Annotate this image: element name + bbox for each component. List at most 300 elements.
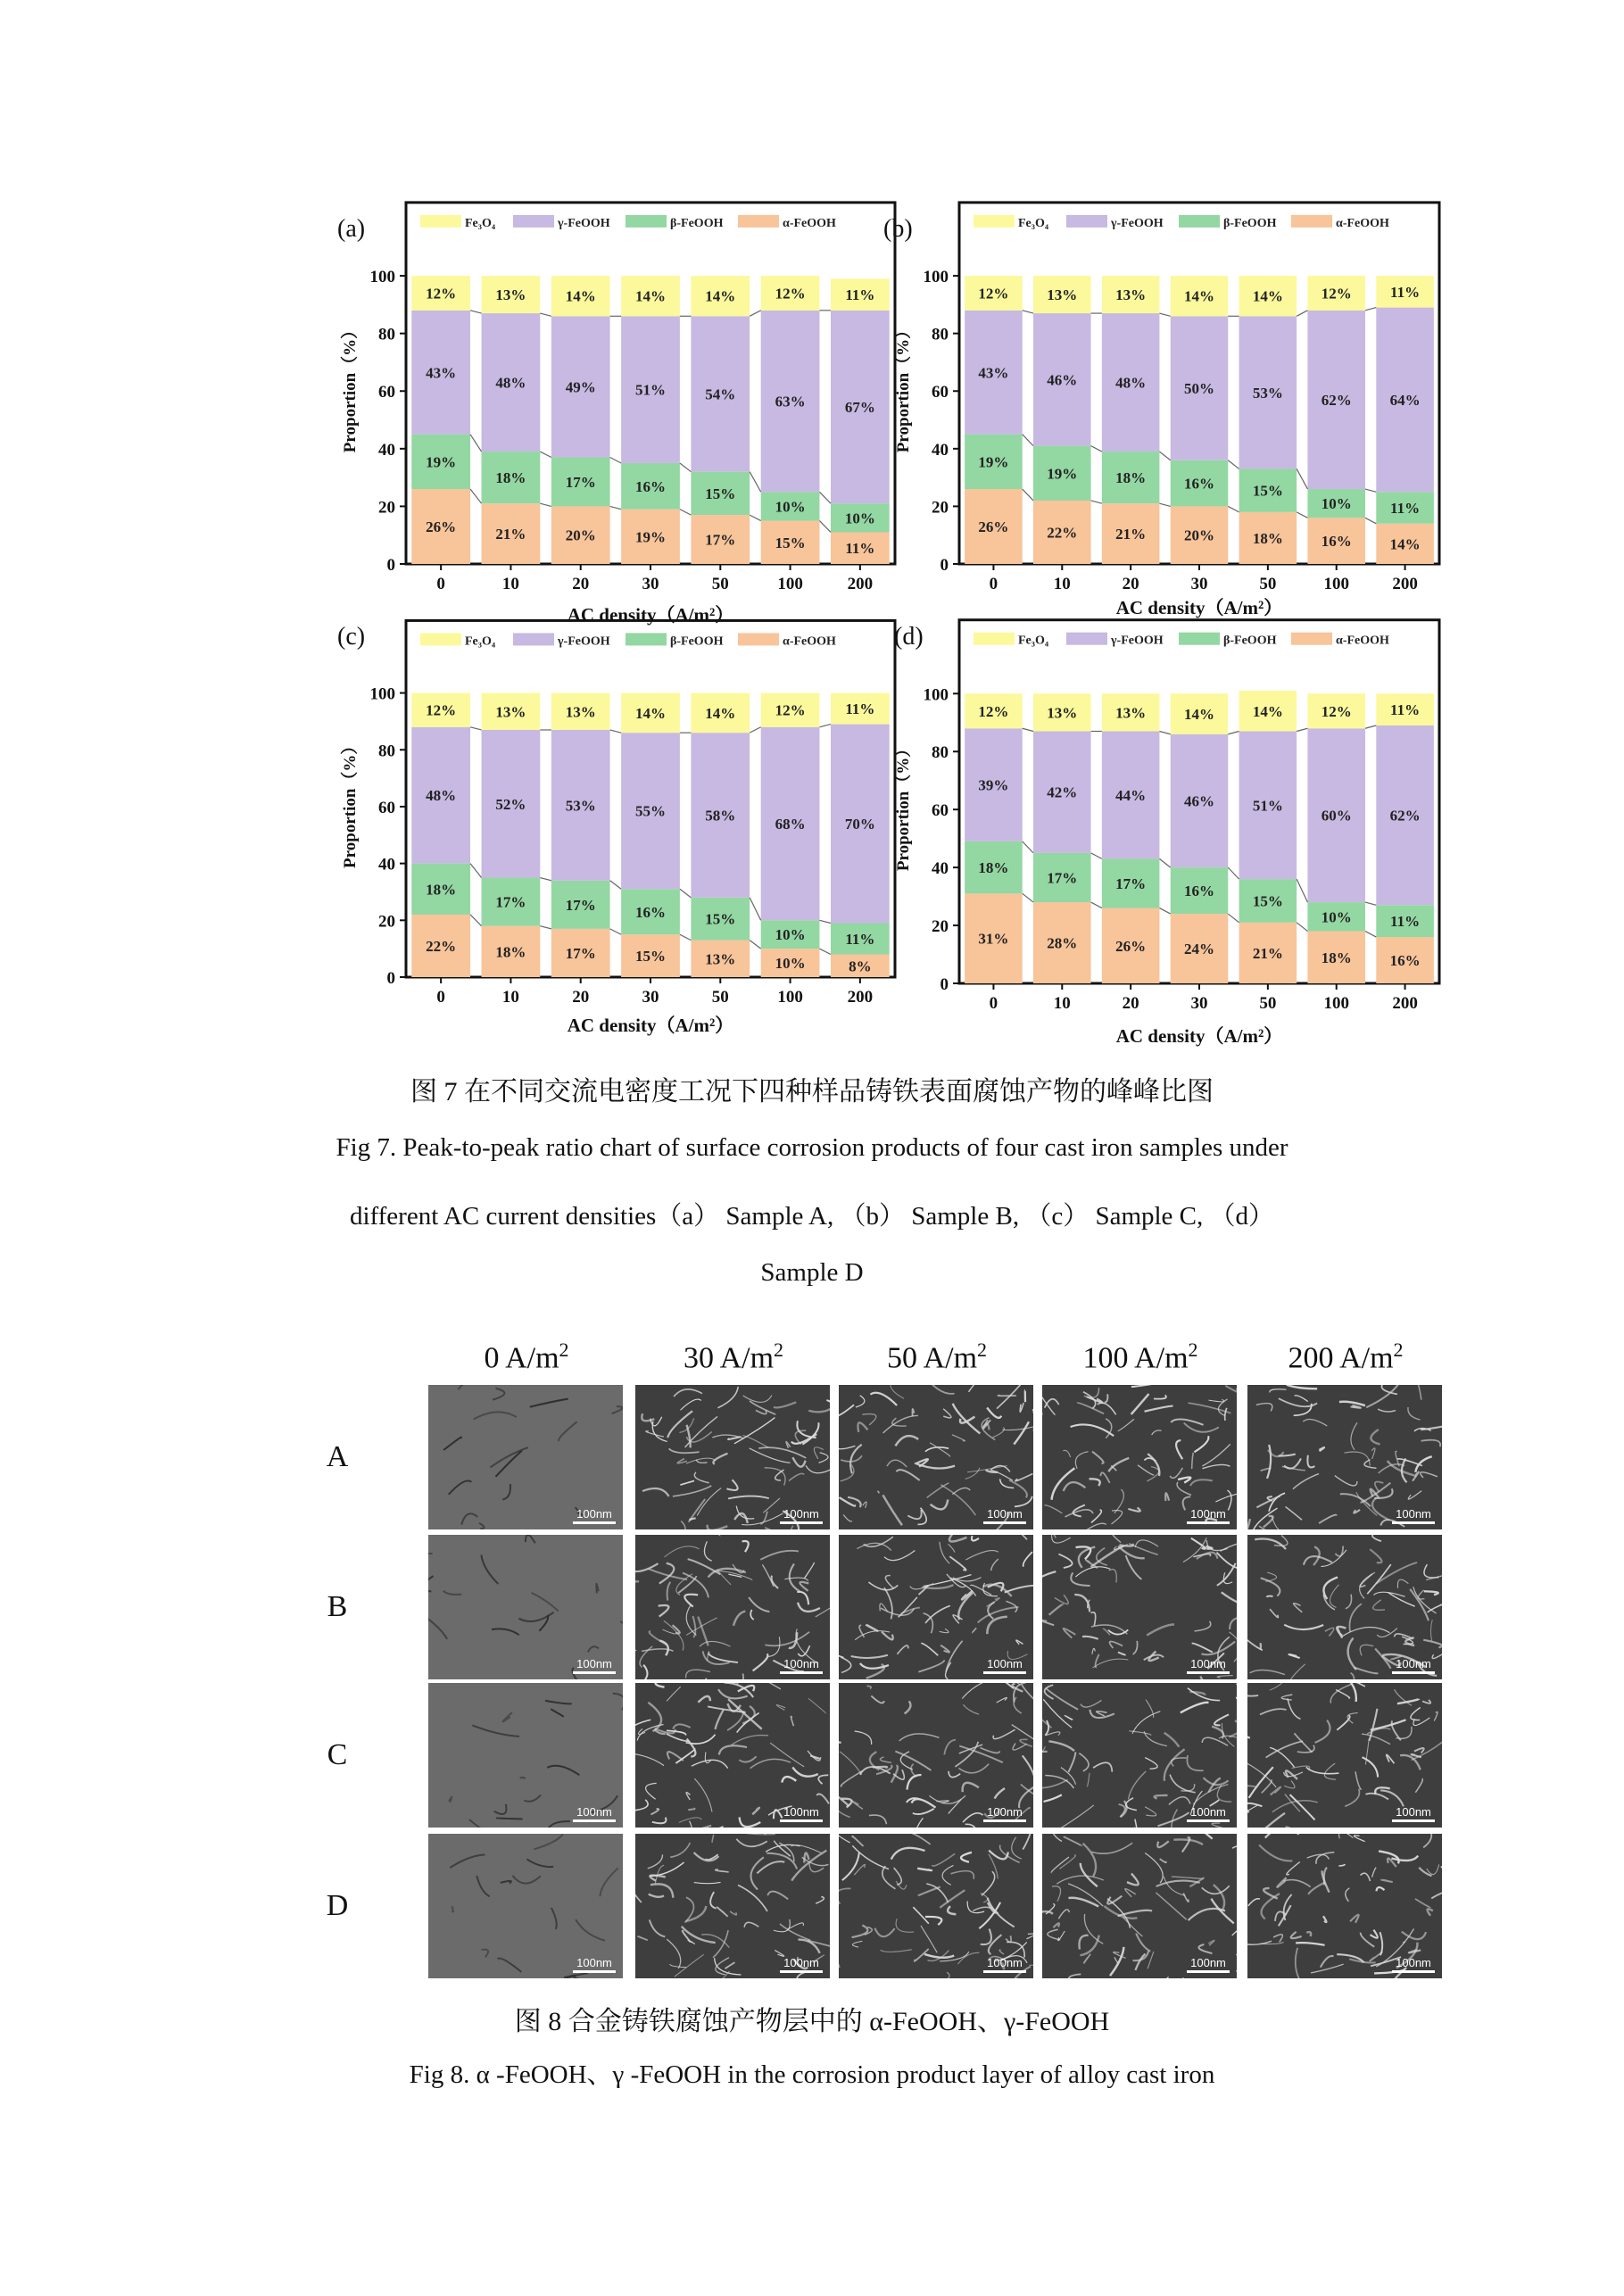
data-label: 63% bbox=[775, 393, 806, 410]
data-label: 10% bbox=[844, 510, 875, 527]
data-label: 20% bbox=[1184, 526, 1214, 544]
scale-bar-line bbox=[1187, 1819, 1230, 1822]
data-label: 15% bbox=[775, 534, 806, 551]
data-label: 15% bbox=[635, 948, 666, 966]
panel-label: (c) bbox=[337, 623, 366, 651]
scale-bar-line bbox=[573, 1521, 616, 1524]
scale-bar bbox=[1392, 1657, 1435, 1674]
data-label: 17% bbox=[565, 896, 596, 914]
scale-bar-label: 100nm bbox=[1396, 1956, 1431, 1969]
data-label: 68% bbox=[775, 816, 806, 833]
data-label: 28% bbox=[1047, 934, 1078, 952]
data-label: 17% bbox=[705, 531, 736, 549]
connector-line bbox=[1297, 728, 1307, 731]
legend-swatch bbox=[974, 215, 1015, 228]
connector-line bbox=[470, 915, 482, 926]
x-tick-label: 20 bbox=[572, 988, 590, 1007]
data-label: 12% bbox=[978, 702, 1009, 720]
scale-bar bbox=[1392, 1507, 1435, 1524]
data-label: 13% bbox=[1115, 704, 1147, 722]
scale-bar bbox=[1187, 1507, 1230, 1524]
data-label: 31% bbox=[978, 930, 1009, 948]
data-label: 53% bbox=[1252, 384, 1283, 402]
legend-label: β-FeOOH bbox=[1223, 634, 1277, 648]
connector-line bbox=[1228, 506, 1239, 511]
connector-line bbox=[1297, 512, 1307, 518]
column-header bbox=[1247, 1339, 1444, 1375]
data-label: 67% bbox=[844, 399, 875, 417]
chart-panel-c bbox=[337, 620, 895, 1036]
y-tick-label: 0 bbox=[386, 969, 395, 988]
legend-label: α-FeOOH bbox=[1336, 634, 1389, 648]
x-tick-label: 10 bbox=[1053, 994, 1071, 1013]
scale-bar bbox=[1187, 1956, 1230, 1973]
data-label: 14% bbox=[705, 704, 736, 722]
data-label: 17% bbox=[1047, 869, 1078, 887]
connector-line bbox=[1091, 501, 1102, 503]
sem-image bbox=[428, 1834, 623, 1978]
connector-line bbox=[750, 727, 761, 733]
data-label: 49% bbox=[565, 378, 596, 396]
connector-line bbox=[1023, 489, 1033, 501]
data-label: 14% bbox=[635, 287, 666, 305]
data-label: 18% bbox=[495, 469, 526, 487]
scale-bar-line bbox=[1392, 1970, 1435, 1973]
data-label: 55% bbox=[635, 802, 666, 820]
data-label: 16% bbox=[1389, 952, 1421, 970]
x-tick-label: 50 bbox=[1259, 575, 1277, 593]
scale-bar-label: 100nm bbox=[987, 1507, 1023, 1521]
scale-bar-label: 100nm bbox=[576, 1956, 612, 1969]
connector-line bbox=[819, 492, 831, 503]
data-label: 18% bbox=[1115, 469, 1147, 487]
data-label: 18% bbox=[978, 859, 1009, 877]
legend-label: Fe₃O₄ bbox=[1018, 634, 1049, 648]
data-label: 50% bbox=[1184, 380, 1214, 398]
scale-bar bbox=[1187, 1805, 1230, 1822]
connector-line bbox=[610, 881, 622, 890]
connector-line bbox=[1365, 932, 1376, 937]
data-label: 12% bbox=[1321, 702, 1352, 720]
data-label: 64% bbox=[1389, 391, 1421, 409]
column-header bbox=[1042, 1339, 1239, 1375]
data-label: 14% bbox=[635, 704, 666, 722]
scale-bar-label: 100nm bbox=[987, 1657, 1023, 1670]
data-label: 53% bbox=[565, 797, 596, 815]
y-axis-label: Proportion（%） bbox=[341, 737, 360, 868]
sem-image bbox=[635, 1683, 830, 1828]
scale-bar bbox=[573, 1507, 616, 1524]
y-axis-label: Proportion（%） bbox=[341, 321, 360, 453]
sem-image bbox=[635, 1385, 830, 1529]
column-header bbox=[839, 1339, 1035, 1375]
scale-bar-label: 100nm bbox=[576, 1507, 612, 1521]
x-tick-label: 20 bbox=[1122, 575, 1139, 593]
data-label: 21% bbox=[1252, 944, 1283, 962]
connector-line bbox=[750, 941, 761, 949]
fig8-caption-en: Fig 8. α -FeOOH、γ -FeOOH in the corrosion product layer of alloy cast iron bbox=[409, 2060, 1215, 2089]
legend-label: γ-FeOOH bbox=[558, 634, 610, 649]
data-label: 19% bbox=[635, 528, 666, 546]
chart-panel-b bbox=[883, 203, 1439, 618]
connector-line bbox=[610, 929, 622, 934]
connector-line bbox=[470, 489, 482, 503]
x-tick-label: 30 bbox=[642, 575, 659, 593]
scale-bar-label: 100nm bbox=[576, 1657, 612, 1670]
connector-line bbox=[1297, 311, 1307, 316]
scale-bar-label: 100nm bbox=[1190, 1805, 1226, 1819]
y-tick-label: 40 bbox=[932, 440, 949, 460]
data-label: 43% bbox=[978, 364, 1009, 382]
data-label: 13% bbox=[495, 703, 526, 721]
data-label: 14% bbox=[1184, 706, 1214, 724]
data-label: 14% bbox=[1252, 702, 1283, 720]
data-label: 48% bbox=[426, 787, 457, 805]
column-header-text: 30 A/m bbox=[683, 1341, 775, 1375]
scale-bar bbox=[780, 1507, 823, 1524]
scale-bar-line bbox=[780, 1521, 823, 1524]
x-axis-label: AC density（A/m²） bbox=[1115, 1025, 1283, 1047]
x-tick-label: 20 bbox=[1122, 994, 1139, 1013]
data-label: 11% bbox=[845, 540, 875, 558]
data-label: 13% bbox=[565, 703, 596, 721]
connector-line bbox=[1159, 908, 1170, 914]
data-label: 15% bbox=[1252, 482, 1283, 500]
connector-line bbox=[470, 311, 482, 313]
data-label: 14% bbox=[1184, 287, 1214, 305]
legend-label: β-FeOOH bbox=[1223, 216, 1277, 230]
scale-bar-line bbox=[1187, 1521, 1230, 1524]
data-label: 13% bbox=[1047, 286, 1078, 304]
x-tick-label: 30 bbox=[642, 988, 659, 1007]
x-tick-label: 200 bbox=[1392, 994, 1418, 1013]
connector-line bbox=[470, 435, 482, 452]
x-tick-label: 30 bbox=[1190, 575, 1208, 593]
connector-line bbox=[540, 878, 551, 881]
sem-image bbox=[1247, 1535, 1442, 1679]
data-label: 11% bbox=[1390, 701, 1421, 719]
data-label: 51% bbox=[1252, 797, 1283, 815]
scale-bar bbox=[780, 1657, 823, 1674]
column-header bbox=[635, 1339, 832, 1375]
data-label: 19% bbox=[978, 453, 1009, 471]
connector-line bbox=[750, 515, 761, 520]
fig7-caption-en-line3: Sample D bbox=[760, 1258, 864, 1287]
y-tick-label: 20 bbox=[932, 917, 949, 937]
legend-label: Fe₃O₄ bbox=[465, 634, 496, 649]
scale-bar-label: 100nm bbox=[1396, 1657, 1431, 1670]
y-tick-label: 20 bbox=[378, 498, 395, 518]
data-label: 12% bbox=[1321, 285, 1352, 303]
y-axis-label: Proportion（%） bbox=[894, 321, 913, 453]
scale-bar bbox=[1392, 1805, 1435, 1822]
x-axis-label: AC density（A/m²） bbox=[567, 604, 734, 626]
connector-line bbox=[1228, 731, 1239, 734]
scale-bar-line bbox=[983, 1819, 1026, 1822]
legend-label: Fe₃O₄ bbox=[1018, 216, 1049, 230]
data-label: 17% bbox=[565, 944, 596, 962]
connector-line bbox=[1365, 308, 1376, 311]
data-label: 21% bbox=[495, 526, 526, 543]
sem-image bbox=[1247, 1385, 1442, 1529]
legend-label: α-FeOOH bbox=[783, 216, 836, 230]
scale-bar-label: 100nm bbox=[1396, 1805, 1431, 1819]
connector-line bbox=[819, 949, 831, 954]
x-tick-label: 0 bbox=[989, 575, 998, 593]
legend-swatch bbox=[1179, 633, 1220, 645]
data-label: 48% bbox=[495, 374, 526, 392]
sem-image bbox=[839, 1683, 1033, 1828]
legend-label: γ-FeOOH bbox=[1111, 634, 1164, 648]
data-label: 18% bbox=[1321, 949, 1352, 966]
scale-bar-line bbox=[983, 1671, 1026, 1674]
y-tick-label: 60 bbox=[378, 383, 395, 402]
scale-bar-line bbox=[1392, 1819, 1435, 1822]
scale-bar bbox=[1187, 1657, 1230, 1674]
sem-image bbox=[1042, 1535, 1237, 1679]
scale-bar-line bbox=[780, 1819, 823, 1822]
scale-bar bbox=[983, 1507, 1026, 1524]
sem-image bbox=[1247, 1683, 1442, 1828]
scale-bar-label: 100nm bbox=[987, 1956, 1023, 1969]
connector-line bbox=[680, 934, 692, 940]
data-label: 15% bbox=[1252, 892, 1283, 910]
y-tick-label: 20 bbox=[378, 912, 395, 932]
connector-line bbox=[1023, 728, 1033, 731]
sem-image bbox=[428, 1535, 623, 1679]
sem-image bbox=[428, 1683, 623, 1828]
y-tick-label: 100 bbox=[923, 685, 949, 705]
data-label: 51% bbox=[635, 381, 666, 399]
connector-line bbox=[680, 889, 692, 898]
scale-bar-line bbox=[1187, 1671, 1230, 1674]
scale-bar-line bbox=[983, 1521, 1026, 1524]
data-label: 26% bbox=[426, 518, 457, 536]
data-label: 16% bbox=[635, 477, 666, 495]
connector-line bbox=[1228, 867, 1239, 879]
connector-line bbox=[819, 521, 831, 533]
data-label: 24% bbox=[1184, 941, 1214, 958]
scale-bar-line bbox=[1392, 1521, 1435, 1524]
data-label: 46% bbox=[1184, 792, 1214, 810]
scale-bar bbox=[780, 1956, 823, 1973]
connector-line bbox=[1091, 853, 1102, 858]
connector-line bbox=[1228, 914, 1239, 923]
data-label: 17% bbox=[565, 473, 596, 491]
connector-line bbox=[1023, 311, 1033, 313]
x-axis-label: AC density（A/m²） bbox=[567, 1015, 734, 1036]
data-label: 21% bbox=[1115, 526, 1147, 543]
connector-line bbox=[680, 510, 692, 515]
x-tick-label: 50 bbox=[711, 988, 729, 1007]
legend-swatch bbox=[513, 215, 554, 228]
data-label: 22% bbox=[426, 937, 457, 955]
data-label: 12% bbox=[426, 285, 457, 303]
data-label: 70% bbox=[844, 816, 875, 833]
scale-bar-label: 100nm bbox=[987, 1805, 1023, 1819]
scale-bar-line bbox=[1392, 1671, 1435, 1674]
y-tick-label: 40 bbox=[378, 855, 395, 874]
scale-bar-label: 100nm bbox=[783, 1956, 819, 1969]
column-header-text: 0 A/m bbox=[484, 1341, 559, 1375]
connector-line bbox=[540, 452, 551, 457]
data-label: 11% bbox=[845, 931, 875, 949]
data-label: 42% bbox=[1047, 783, 1078, 801]
x-tick-label: 200 bbox=[847, 988, 874, 1007]
scale-bar-line bbox=[983, 1970, 1026, 1973]
connector-line bbox=[1159, 452, 1170, 460]
connector-line bbox=[470, 864, 482, 878]
chart-panel-d bbox=[892, 620, 1439, 1047]
x-tick-label: 0 bbox=[436, 575, 445, 593]
x-tick-label: 10 bbox=[501, 575, 519, 593]
column-header-text: 200 A/m bbox=[1288, 1341, 1394, 1375]
x-tick-label: 100 bbox=[777, 988, 803, 1007]
sem-image bbox=[1247, 1834, 1442, 1978]
fig7-caption-cn: 图 7 在不同交流电密度工况下四种样品铸铁表面腐蚀产物的峰峰比图 bbox=[410, 1077, 1214, 1107]
sem-image bbox=[635, 1834, 830, 1978]
data-label: 11% bbox=[1390, 283, 1421, 301]
y-tick-label: 40 bbox=[932, 859, 949, 879]
x-tick-label: 0 bbox=[989, 994, 998, 1013]
row-header: C bbox=[327, 1738, 348, 1771]
y-tick-label: 80 bbox=[378, 325, 395, 344]
data-label: 13% bbox=[705, 950, 736, 968]
data-label: 12% bbox=[775, 285, 806, 303]
connector-line bbox=[1365, 902, 1376, 905]
scale-bar-line bbox=[1187, 1970, 1230, 1973]
legend-swatch bbox=[738, 633, 779, 645]
legend-swatch bbox=[420, 215, 461, 228]
connector-line bbox=[1365, 725, 1376, 728]
x-tick-label: 0 bbox=[436, 988, 445, 1007]
legend-label: α-FeOOH bbox=[783, 634, 836, 649]
row-header: A bbox=[326, 1440, 349, 1473]
fig7-caption-en-line1: Fig 7. Peak-to-peak ratio chart of surface corrosion products of four cast iron samples under bbox=[336, 1133, 1288, 1162]
sem-image bbox=[839, 1535, 1033, 1679]
connector-line bbox=[1228, 460, 1239, 469]
y-axis-label: Proportion（%） bbox=[894, 740, 913, 872]
data-label: 18% bbox=[426, 881, 457, 899]
data-label: 10% bbox=[775, 926, 806, 944]
x-axis-label: AC density（A/m²） bbox=[1115, 597, 1283, 618]
scale-bar-label: 100nm bbox=[1190, 1507, 1226, 1521]
scale-bar bbox=[1392, 1956, 1435, 1973]
data-label: 13% bbox=[1115, 286, 1147, 304]
x-tick-label: 10 bbox=[1053, 575, 1071, 593]
data-label: 16% bbox=[1321, 533, 1352, 551]
connector-line bbox=[1159, 503, 1170, 506]
data-label: 26% bbox=[978, 518, 1009, 536]
legend-label: β-FeOOH bbox=[670, 634, 724, 649]
connector-line bbox=[750, 472, 761, 493]
legend-label: Fe₃O₄ bbox=[465, 216, 496, 230]
connector-line bbox=[1159, 858, 1170, 867]
data-label: 10% bbox=[775, 498, 806, 516]
data-label: 10% bbox=[775, 955, 806, 973]
panel-label: (a) bbox=[337, 215, 366, 243]
scale-bar bbox=[780, 1805, 823, 1822]
data-label: 11% bbox=[1390, 500, 1421, 518]
x-tick-label: 20 bbox=[572, 575, 590, 593]
data-label: 19% bbox=[1047, 465, 1078, 483]
legend-swatch bbox=[513, 633, 554, 645]
y-tick-label: 0 bbox=[940, 975, 949, 994]
connector-line bbox=[1365, 489, 1376, 492]
scale-bar-line bbox=[573, 1819, 616, 1822]
connector-line bbox=[819, 725, 831, 727]
connector-line bbox=[750, 311, 761, 316]
column-header-text: 100 A/m bbox=[1082, 1341, 1189, 1375]
sem-image bbox=[839, 1385, 1033, 1529]
legend-swatch bbox=[420, 633, 461, 645]
data-label: 26% bbox=[1115, 937, 1147, 955]
column-header-text: 50 A/m bbox=[886, 1341, 978, 1375]
row-header: D bbox=[326, 1889, 349, 1922]
y-tick-label: 80 bbox=[932, 325, 949, 344]
data-label: 16% bbox=[1184, 475, 1214, 493]
legend-label: γ-FeOOH bbox=[558, 216, 610, 230]
connector-line bbox=[750, 898, 761, 920]
scale-bar-label: 100nm bbox=[1396, 1507, 1431, 1521]
x-tick-label: 100 bbox=[1323, 994, 1349, 1013]
data-label: 62% bbox=[1389, 807, 1421, 825]
data-label: 14% bbox=[1252, 287, 1283, 305]
figure-7-charts bbox=[0, 0, 1624, 1053]
data-label: 13% bbox=[1047, 704, 1078, 722]
scale-bar-label: 100nm bbox=[783, 1805, 819, 1819]
data-label: 44% bbox=[1115, 786, 1147, 804]
data-label: 19% bbox=[426, 453, 457, 471]
panel-label: (b) bbox=[883, 215, 913, 243]
connector-line bbox=[1023, 893, 1033, 902]
scale-bar-line bbox=[573, 1970, 616, 1973]
data-label: 43% bbox=[426, 364, 457, 382]
data-label: 8% bbox=[849, 957, 872, 975]
data-label: 18% bbox=[495, 943, 526, 961]
column-header-exponent: 2 bbox=[977, 1339, 988, 1361]
y-tick-label: 100 bbox=[923, 268, 949, 287]
data-label: 17% bbox=[495, 893, 526, 911]
legend-label: β-FeOOH bbox=[670, 216, 724, 230]
y-tick-label: 60 bbox=[932, 801, 949, 821]
data-label: 15% bbox=[705, 910, 736, 928]
x-tick-label: 30 bbox=[1190, 994, 1208, 1013]
data-label: 12% bbox=[426, 701, 457, 719]
data-label: 52% bbox=[495, 795, 526, 813]
connector-line bbox=[610, 458, 622, 463]
scale-bar bbox=[573, 1956, 616, 1973]
data-label: 60% bbox=[1321, 807, 1352, 825]
legend-swatch bbox=[1066, 633, 1107, 645]
x-tick-label: 100 bbox=[777, 575, 803, 593]
y-tick-label: 80 bbox=[932, 743, 949, 763]
sem-image bbox=[1042, 1683, 1237, 1828]
column-header bbox=[428, 1339, 625, 1375]
scale-bar-label: 100nm bbox=[576, 1805, 612, 1819]
scale-bar bbox=[573, 1657, 616, 1674]
legend-swatch bbox=[974, 633, 1015, 645]
data-label: 10% bbox=[1321, 495, 1352, 513]
sem-image bbox=[1042, 1834, 1237, 1978]
x-tick-label: 200 bbox=[847, 575, 874, 593]
legend-label: α-FeOOH bbox=[1336, 216, 1389, 230]
legend-swatch bbox=[626, 633, 667, 645]
legend-label: γ-FeOOH bbox=[1111, 216, 1164, 230]
data-label: 62% bbox=[1321, 391, 1352, 409]
x-tick-label: 50 bbox=[1259, 994, 1277, 1013]
x-tick-label: 200 bbox=[1392, 575, 1418, 593]
